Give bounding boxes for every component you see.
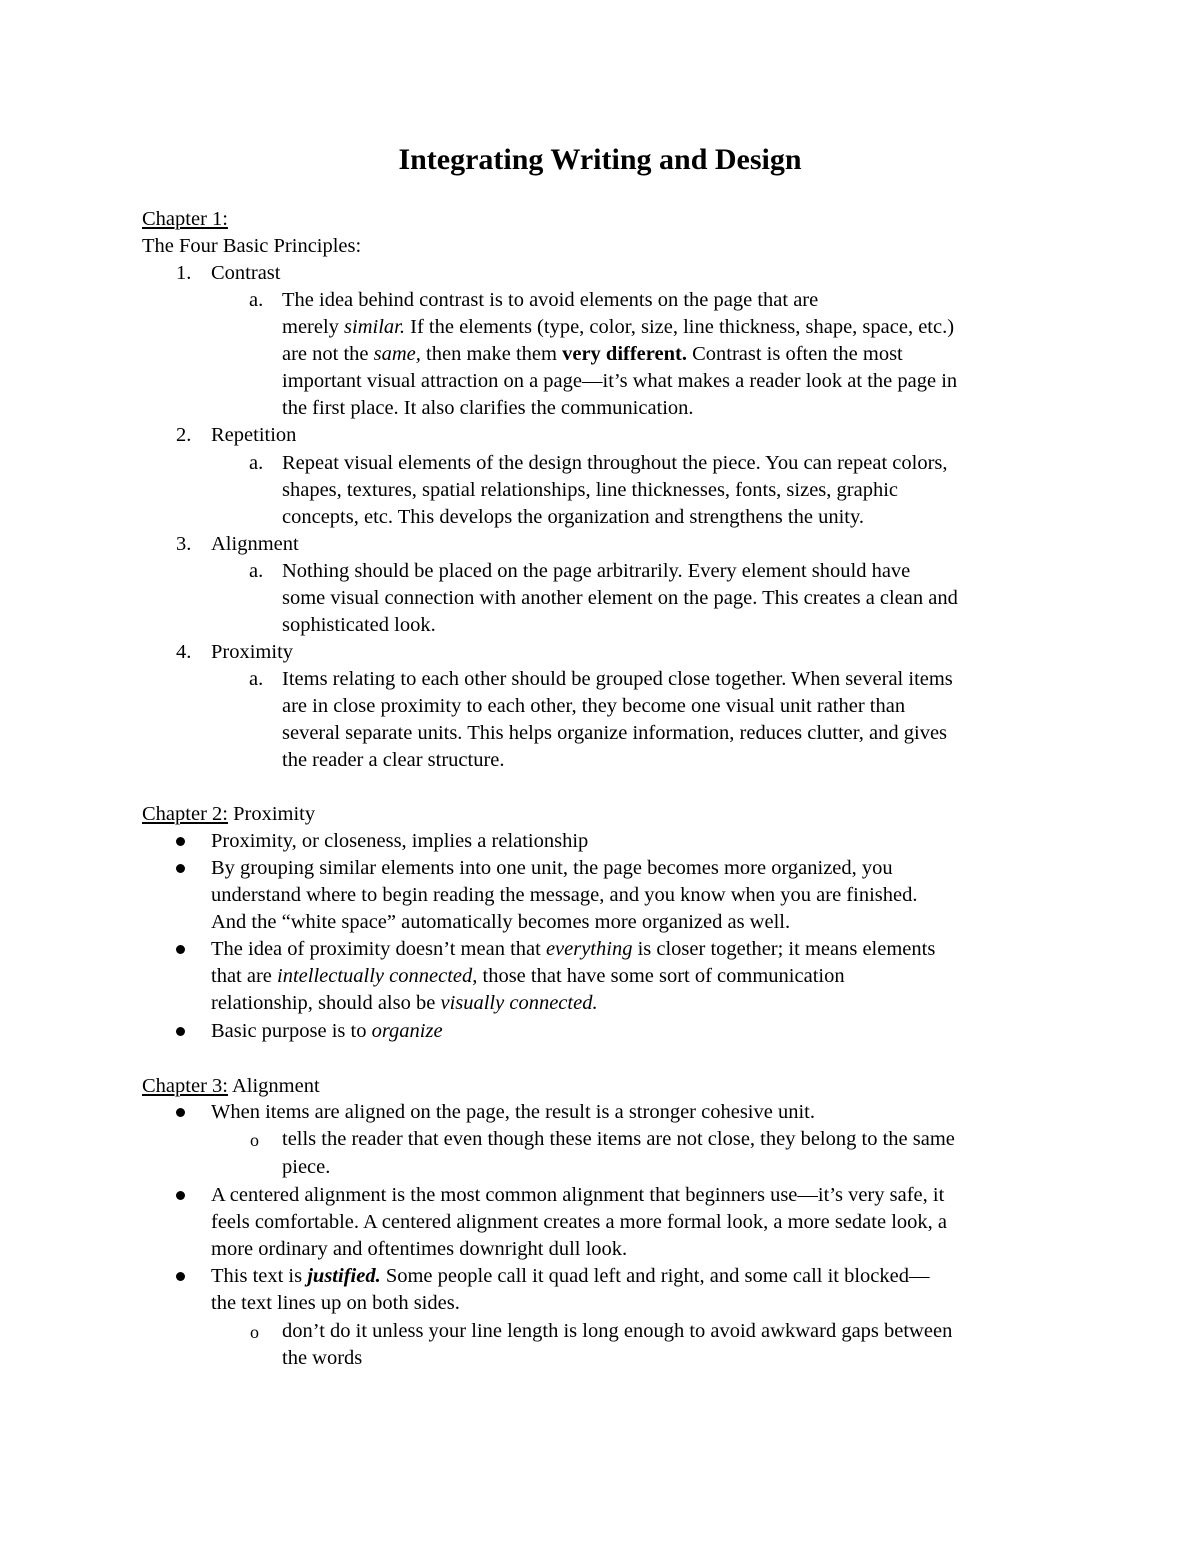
emphasis-same: same,	[373, 343, 421, 365]
ch3-bullet-2-line-1: A centered alignment is the most common alignment that beginners use—it’s very safe, it	[211, 1184, 945, 1206]
bullet-dot-icon	[176, 1272, 185, 1281]
ch2-bullet-3-line-2: that are intellectually connected, those that have some sort of communication	[211, 965, 845, 987]
chapter-3-heading	[142, 1073, 320, 1100]
item-1-number: 1.	[176, 262, 192, 284]
chapter-1-label: Chapter 1:	[142, 208, 228, 230]
item-1-line-4: important visual attraction on a page—it’s what makes a reader look at the page in	[282, 370, 958, 392]
item-4-line-2: are in close proximity to each other, they become one visual unit rather than	[282, 695, 906, 717]
emphasis-similar: similar.	[344, 316, 405, 338]
item-1-name: Contrast	[211, 262, 281, 284]
ch3-sub-1-line-2: piece.	[282, 1156, 331, 1178]
bullet-dot-icon	[176, 945, 185, 954]
item-1-sub-marker: a.	[249, 289, 264, 311]
chapter-2-topic: Proximity	[227, 803, 316, 825]
emphasis-very-different: very different.	[562, 343, 687, 365]
item-4-number: 4.	[176, 641, 192, 663]
item-3-number: 3.	[176, 533, 192, 555]
ch2-bullet-2-line-3: And the “white space” automatically becomes more organized as well.	[211, 911, 791, 933]
ch2-bullet-3-line-3: relationship, should also be visually connected.	[211, 992, 598, 1014]
item-4-name: Proximity	[211, 641, 294, 663]
emphasis-intellectually-connected: intellectually connected,	[277, 965, 478, 987]
item-4-line-3: several separate units. This helps organize information, reduces clutter, and gives	[282, 722, 948, 744]
circle-bullet-icon: o	[250, 1322, 259, 1342]
ch3-sub-1-line-1: tells the reader that even though these items are not close, they belong to the same	[282, 1128, 955, 1150]
ch2-bullet-2-line-1: By grouping similar elements into one unit, the page becomes more organized, you	[211, 857, 893, 879]
bullet-dot-icon	[176, 1108, 185, 1117]
item-4-line-1: Items relating to each other should be grouped close together. When several items	[282, 668, 953, 690]
item-4-sub-marker: a.	[249, 668, 264, 690]
item-3-line-1: Nothing should be placed on the page arbitrarily. Every element should have	[282, 560, 911, 582]
item-2-name: Repetition	[211, 424, 297, 446]
bullet-dot-icon	[176, 1191, 185, 1200]
ch2-bullet-2-line-2: understand where to begin reading the message, and you know when you are finished.	[211, 884, 918, 906]
bullet-dot-icon	[176, 837, 185, 846]
item-2-line-3: concepts, etc. This develops the organization and strengthens the unity.	[282, 506, 865, 528]
ch3-bullet-3-line-1: This text is justified. Some people call it quad left and right, and some call it blocked—	[211, 1265, 930, 1287]
item-1-line-2: merely similar. If the elements (type, color, size, line thickness, shape, space, etc.)	[282, 316, 955, 338]
ch3-bullet-2-line-2: feels comfortable. A centered alignment creates a more formal look, a more sedate look, a	[211, 1211, 947, 1233]
item-2-sub-marker: a.	[249, 452, 264, 474]
item-4-line-4: the reader a clear structure.	[282, 749, 505, 771]
item-1-line-3: are not the same, then make them very different. Contrast is often the most	[282, 343, 903, 365]
item-3-sub-marker: a.	[249, 560, 264, 582]
item-3-line-2: some visual connection with another element on the page. This creates a clean and	[282, 587, 958, 609]
emphasis-organize: organize	[371, 1020, 443, 1042]
ch3-bullet-3-line-2: the text lines up on both sides.	[211, 1292, 460, 1314]
ch2-bullet-4: Basic purpose is to organize	[211, 1020, 443, 1042]
ch3-bullet-2-line-3: more ordinary and oftentimes downright dull look.	[211, 1238, 628, 1260]
emphasis-justified: justified.	[307, 1265, 381, 1287]
chapter-2-heading	[142, 801, 315, 828]
chapter-1-heading: The Four Basic Principles:	[142, 235, 362, 257]
item-2-number: 2.	[176, 424, 192, 446]
bullet-dot-icon	[176, 1027, 185, 1036]
chapter-2-label: Chapter 2:	[142, 803, 228, 825]
item-1-line-1: The idea behind contrast is to avoid elements on the page that are	[282, 289, 819, 311]
emphasis-everything: everything	[545, 938, 633, 960]
item-1-line-5: the first place. It also clarifies the communication.	[282, 397, 694, 419]
circle-bullet-icon: o	[250, 1130, 259, 1150]
document-title: Integrating Writing and Design	[398, 143, 802, 176]
chapter-3-topic: Alignment	[227, 1075, 320, 1097]
bullet-dot-icon	[176, 864, 185, 873]
ch2-bullet-1: Proximity, or closeness, implies a relationship	[211, 830, 589, 852]
chapter-3-label: Chapter 3:	[142, 1075, 228, 1097]
ch3-sub-3-line-1: don’t do it unless your line length is long enough to avoid awkward gaps between	[282, 1320, 953, 1342]
item-3-line-3: sophisticated look.	[282, 614, 436, 636]
ch3-sub-3-line-2: the words	[282, 1347, 363, 1369]
item-2-line-1: Repeat visual elements of the design throughout the piece. You can repeat colors,	[282, 452, 948, 474]
ch3-bullet-1: When items are aligned on the page, the result is a stronger cohesive unit.	[211, 1101, 815, 1123]
ch2-bullet-3-line-1: The idea of proximity doesn’t mean that everything is closer together; it means elements	[211, 938, 936, 960]
item-2-line-2: shapes, textures, spatial relationships, line thicknesses, fonts, sizes, graphic	[282, 479, 899, 501]
item-3-name: Alignment	[211, 533, 299, 555]
emphasis-visually-connected: visually connected.	[440, 992, 598, 1014]
